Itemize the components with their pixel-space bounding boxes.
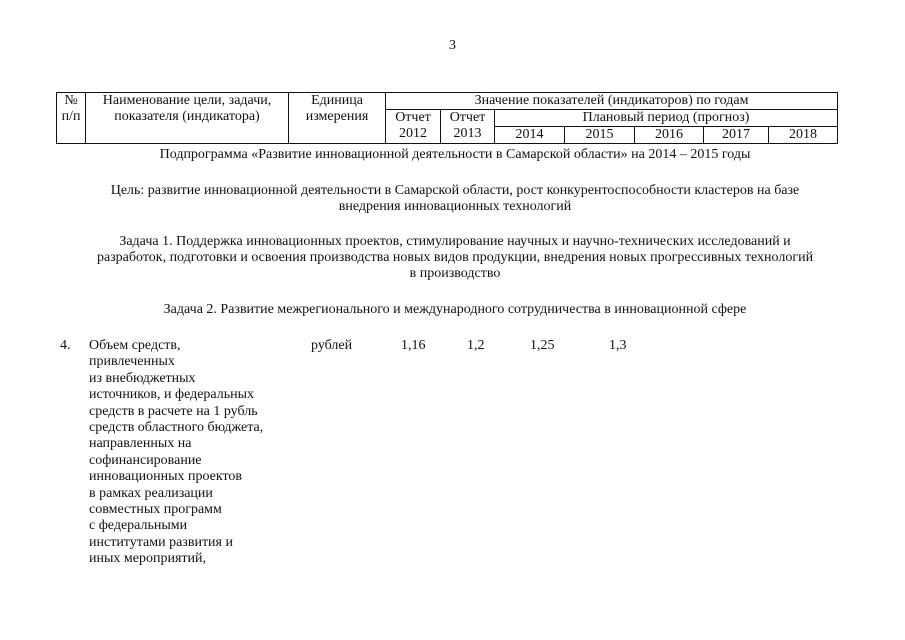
indicator-name-line: привлеченных	[89, 354, 175, 370]
indicator-name-line: инновационных проектов	[89, 469, 243, 485]
header-unit-cell	[289, 93, 386, 144]
indicator-table-header	[56, 92, 838, 144]
indicator-name-line: средств областного бюджета,	[89, 420, 264, 436]
header-report-label: Отчет	[395, 110, 431, 125]
header-num-line1: №	[64, 93, 78, 108]
indicator-name-line: совместных программ	[89, 502, 222, 518]
value-2012: 1,16	[401, 338, 426, 353]
indicator-name-line: из внебюджетных	[89, 370, 196, 386]
indicator-name-line: софинансирование	[89, 452, 202, 468]
header-report-2013	[441, 110, 495, 144]
task1-text	[56, 234, 854, 282]
task1-line: Задача 1. Поддержка инновационных проектов, стимулирование научных и научно-технических исследований и	[119, 234, 791, 249]
header-name-line2: показателя (индикатора)	[114, 109, 260, 124]
header-year-2012: 2012	[399, 126, 427, 141]
header-year-2014: 2014	[495, 127, 565, 144]
indicator-name-line: Объем средств,	[89, 338, 181, 353]
header-year-2018: 2018	[769, 127, 838, 144]
value-2015: 1,3	[609, 338, 627, 353]
page-number: 3	[449, 38, 456, 53]
row-number: 4.	[60, 338, 71, 353]
indicator-name-line: институтами развития и	[89, 534, 233, 550]
task1-line: в производство	[409, 266, 501, 281]
indicator-name-line: с федеральными	[89, 518, 188, 534]
header-num-cell	[57, 93, 86, 144]
header-year-2017: 2017	[704, 127, 769, 144]
indicator-name-line: в рамках реализации	[89, 485, 213, 501]
header-year-2016: 2016	[635, 127, 704, 144]
header-year-2015: 2015	[565, 127, 635, 144]
header-name-cell	[86, 93, 289, 144]
subprogram-title: Подпрограмма «Развитие инновационной деятельности в Самарской области» на 2014 – 2015 годы	[159, 147, 751, 162]
indicator-name-line: средств в расчете на 1 рубль	[89, 403, 258, 419]
indicator-name-line: направленных на	[89, 436, 192, 452]
indicator-name-line: источников, и федеральных	[89, 387, 255, 403]
goal-text	[56, 183, 854, 215]
indicator-name	[89, 338, 299, 568]
header-unit-line2: измерения	[305, 109, 369, 124]
value-2013: 1,2	[467, 338, 485, 353]
value-2014: 1,25	[530, 338, 555, 353]
header-year-2013: 2013	[453, 126, 482, 141]
header-plan-title: Плановый период (прогноз)	[495, 110, 838, 127]
task1-line: разработок, подготовки и освоения производства новых видов продукции, внедрения новых прогрессивных технологий	[96, 250, 814, 265]
header-num-line2: п/п	[61, 109, 81, 124]
indicator-name-line: иных мероприятий,	[89, 551, 206, 567]
header-values-title: Значение показателей (индикаторов) по годам	[386, 93, 838, 110]
header-report-label: Отчет	[449, 110, 486, 125]
header-unit-line1: Единица	[311, 93, 363, 108]
task2-text: Задача 2. Развитие межрегионального и международного сотрудничества в инновационной сфере	[163, 302, 747, 317]
goal-line: Цель: развитие инновационной деятельности в Самарской области, рост конкурентоспособности кластеров на базе	[110, 183, 800, 198]
header-name-line1: Наименование цели, задачи,	[102, 93, 272, 108]
goal-line: внедрения инновационных технологий	[338, 199, 572, 214]
header-report-2012	[386, 110, 441, 144]
unit-value: рублей	[311, 338, 353, 353]
